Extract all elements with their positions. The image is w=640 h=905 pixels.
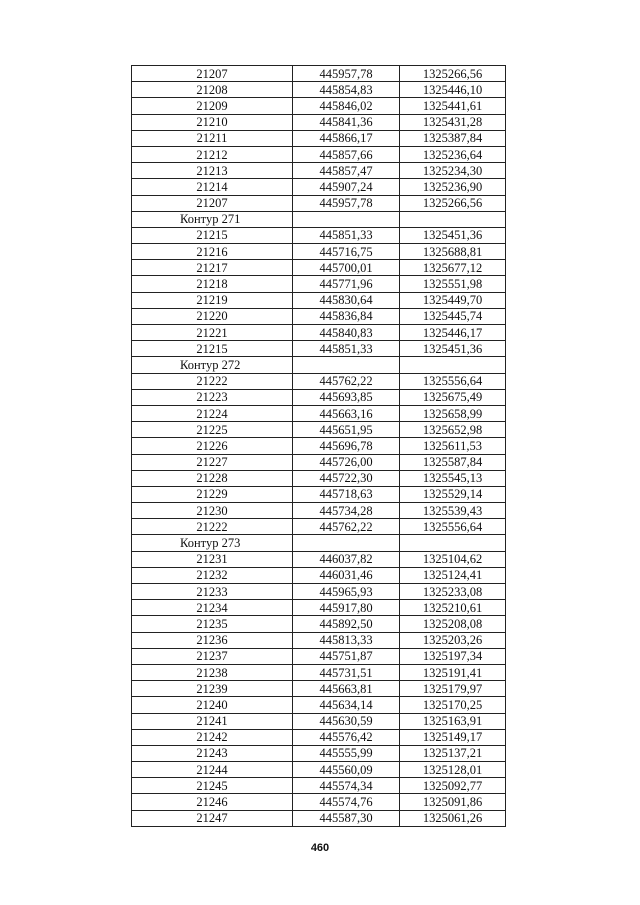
coordinates-table [131, 65, 506, 827]
x-coordinate-cell: 445851,33 [293, 341, 400, 357]
y-coordinate-cell: 1325197,34 [400, 648, 506, 664]
x-coordinate-cell: 445700,01 [293, 260, 400, 276]
point-number-cell: 21222 [132, 373, 293, 389]
x-coordinate-cell: 445630,59 [293, 713, 400, 729]
x-coordinate-cell: 445917,80 [293, 600, 400, 616]
point-number-cell: 21246 [132, 794, 293, 810]
x-coordinate-cell: 445851,33 [293, 227, 400, 243]
y-coordinate-cell: 1325236,90 [400, 179, 506, 195]
y-coordinate-cell: 1325233,08 [400, 584, 506, 600]
x-coordinate-cell [293, 535, 400, 551]
x-coordinate-cell: 445560,09 [293, 762, 400, 778]
table-row [132, 373, 506, 389]
point-number-cell: 21217 [132, 260, 293, 276]
y-coordinate-cell: 1325387,84 [400, 130, 506, 146]
table-row [132, 195, 506, 211]
table-row [132, 276, 506, 292]
table-row [132, 503, 506, 519]
table-row [132, 519, 506, 535]
y-coordinate-cell: 1325149,17 [400, 729, 506, 745]
table-row [132, 778, 506, 794]
x-coordinate-cell: 445576,42 [293, 729, 400, 745]
x-coordinate-cell: 445840,83 [293, 325, 400, 341]
y-coordinate-cell: 1325539,43 [400, 503, 506, 519]
x-coordinate-cell: 445813,33 [293, 632, 400, 648]
table-row [132, 82, 506, 98]
x-coordinate-cell: 445830,64 [293, 292, 400, 308]
point-number-cell: 21219 [132, 292, 293, 308]
y-coordinate-cell: 1325688,81 [400, 244, 506, 260]
x-coordinate-cell: 445587,30 [293, 810, 400, 826]
point-number-cell: 21229 [132, 486, 293, 502]
point-number-cell: 21230 [132, 503, 293, 519]
table-row [132, 810, 506, 826]
table-row [132, 292, 506, 308]
point-number-cell: 21208 [132, 82, 293, 98]
y-coordinate-cell: 1325556,64 [400, 373, 506, 389]
point-number-cell: 21216 [132, 244, 293, 260]
point-number-cell: 21234 [132, 600, 293, 616]
x-coordinate-cell: 445663,16 [293, 405, 400, 421]
table-row [132, 486, 506, 502]
y-coordinate-cell: 1325092,77 [400, 778, 506, 794]
table-row [132, 405, 506, 421]
y-coordinate-cell: 1325451,36 [400, 227, 506, 243]
contour-header-row [132, 357, 506, 373]
table-row [132, 66, 506, 82]
point-number-cell: 21241 [132, 713, 293, 729]
y-coordinate-cell: 1325587,84 [400, 454, 506, 470]
point-number-cell: 21224 [132, 405, 293, 421]
y-coordinate-cell: 1325556,64 [400, 519, 506, 535]
point-number-cell: 21232 [132, 567, 293, 583]
y-coordinate-cell: 1325658,99 [400, 405, 506, 421]
contour-label-cell: Контур 271 [132, 211, 293, 227]
x-coordinate-cell: 445857,66 [293, 146, 400, 162]
table-row [132, 260, 506, 276]
point-number-cell: 21207 [132, 66, 293, 82]
point-number-cell: 21235 [132, 616, 293, 632]
y-coordinate-cell: 1325441,61 [400, 98, 506, 114]
x-coordinate-cell: 445957,78 [293, 195, 400, 211]
y-coordinate-cell: 1325611,53 [400, 438, 506, 454]
x-coordinate-cell: 445574,34 [293, 778, 400, 794]
y-coordinate-cell: 1325191,41 [400, 664, 506, 680]
table-row [132, 632, 506, 648]
table-row [132, 244, 506, 260]
page-number: 460 [310, 842, 330, 854]
y-coordinate-cell: 1325449,70 [400, 292, 506, 308]
y-coordinate-cell: 1325545,13 [400, 470, 506, 486]
y-coordinate-cell: 1325124,41 [400, 567, 506, 583]
y-coordinate-cell: 1325529,14 [400, 486, 506, 502]
table-row [132, 600, 506, 616]
table-row [132, 130, 506, 146]
table-row [132, 616, 506, 632]
x-coordinate-cell: 445762,22 [293, 373, 400, 389]
y-coordinate-cell: 1325551,98 [400, 276, 506, 292]
x-coordinate-cell: 445751,87 [293, 648, 400, 664]
point-number-cell: 21209 [132, 98, 293, 114]
y-coordinate-cell: 1325203,26 [400, 632, 506, 648]
x-coordinate-cell [293, 211, 400, 227]
coordinates-table-body [132, 66, 506, 827]
y-coordinate-cell: 1325091,86 [400, 794, 506, 810]
table-row [132, 146, 506, 162]
x-coordinate-cell: 445555,99 [293, 745, 400, 761]
y-coordinate-cell: 1325652,98 [400, 422, 506, 438]
x-coordinate-cell: 445857,47 [293, 163, 400, 179]
table-row [132, 227, 506, 243]
x-coordinate-cell: 445957,78 [293, 66, 400, 82]
contour-header-row [132, 211, 506, 227]
x-coordinate-cell: 445722,30 [293, 470, 400, 486]
table-row [132, 470, 506, 486]
point-number-cell: 21220 [132, 308, 293, 324]
point-number-cell: 21245 [132, 778, 293, 794]
y-coordinate-cell: 1325446,10 [400, 82, 506, 98]
x-coordinate-cell: 445693,85 [293, 389, 400, 405]
y-coordinate-cell: 1325104,62 [400, 551, 506, 567]
x-coordinate-cell [293, 357, 400, 373]
x-coordinate-cell: 445965,93 [293, 584, 400, 600]
y-coordinate-cell: 1325208,08 [400, 616, 506, 632]
table-row [132, 179, 506, 195]
x-coordinate-cell: 445716,75 [293, 244, 400, 260]
x-coordinate-cell: 445634,14 [293, 697, 400, 713]
table-row [132, 308, 506, 324]
table-row [132, 389, 506, 405]
table-row [132, 648, 506, 664]
y-coordinate-cell: 1325128,01 [400, 762, 506, 778]
x-coordinate-cell: 445841,36 [293, 114, 400, 130]
y-coordinate-cell: 1325431,28 [400, 114, 506, 130]
table-row [132, 341, 506, 357]
point-number-cell: 21222 [132, 519, 293, 535]
point-number-cell: 21237 [132, 648, 293, 664]
table-row [132, 584, 506, 600]
x-coordinate-cell: 445663,81 [293, 681, 400, 697]
x-coordinate-cell: 445854,83 [293, 82, 400, 98]
y-coordinate-cell: 1325210,61 [400, 600, 506, 616]
x-coordinate-cell: 445892,50 [293, 616, 400, 632]
y-coordinate-cell: 1325446,17 [400, 325, 506, 341]
table-row [132, 567, 506, 583]
y-coordinate-cell: 1325445,74 [400, 308, 506, 324]
table-row [132, 762, 506, 778]
table-row [132, 114, 506, 130]
x-coordinate-cell: 445718,63 [293, 486, 400, 502]
table-row [132, 438, 506, 454]
x-coordinate-cell: 445651,95 [293, 422, 400, 438]
x-coordinate-cell: 445726,00 [293, 454, 400, 470]
point-number-cell: 21243 [132, 745, 293, 761]
x-coordinate-cell: 445866,17 [293, 130, 400, 146]
point-number-cell: 21215 [132, 341, 293, 357]
x-coordinate-cell: 445836,84 [293, 308, 400, 324]
x-coordinate-cell: 445731,51 [293, 664, 400, 680]
x-coordinate-cell: 445574,76 [293, 794, 400, 810]
point-number-cell: 21226 [132, 438, 293, 454]
x-coordinate-cell: 446031,46 [293, 567, 400, 583]
y-coordinate-cell: 1325179,97 [400, 681, 506, 697]
x-coordinate-cell: 445846,02 [293, 98, 400, 114]
y-coordinate-cell: 1325236,64 [400, 146, 506, 162]
table-row [132, 422, 506, 438]
x-coordinate-cell: 445696,78 [293, 438, 400, 454]
table-row [132, 745, 506, 761]
point-number-cell: 21210 [132, 114, 293, 130]
x-coordinate-cell: 445771,96 [293, 276, 400, 292]
point-number-cell: 21212 [132, 146, 293, 162]
table-row [132, 713, 506, 729]
point-number-cell: 21231 [132, 551, 293, 567]
x-coordinate-cell: 446037,82 [293, 551, 400, 567]
y-coordinate-cell: 1325677,12 [400, 260, 506, 276]
y-coordinate-cell [400, 357, 506, 373]
table-row [132, 729, 506, 745]
contour-label-cell: Контур 272 [132, 357, 293, 373]
point-number-cell: 21236 [132, 632, 293, 648]
table-row [132, 551, 506, 567]
point-number-cell: 21218 [132, 276, 293, 292]
y-coordinate-cell [400, 535, 506, 551]
point-number-cell: 21213 [132, 163, 293, 179]
y-coordinate-cell: 1325061,26 [400, 810, 506, 826]
y-coordinate-cell: 1325234,30 [400, 163, 506, 179]
x-coordinate-cell: 445734,28 [293, 503, 400, 519]
y-coordinate-cell: 1325451,36 [400, 341, 506, 357]
point-number-cell: 21242 [132, 729, 293, 745]
table-row [132, 697, 506, 713]
point-number-cell: 21239 [132, 681, 293, 697]
contour-header-row [132, 535, 506, 551]
x-coordinate-cell: 445907,24 [293, 179, 400, 195]
y-coordinate-cell: 1325266,56 [400, 195, 506, 211]
point-number-cell: 21240 [132, 697, 293, 713]
point-number-cell: 21215 [132, 227, 293, 243]
point-number-cell: 21214 [132, 179, 293, 195]
table-row [132, 681, 506, 697]
table-row [132, 163, 506, 179]
table-row [132, 454, 506, 470]
y-coordinate-cell: 1325266,56 [400, 66, 506, 82]
point-number-cell: 21211 [132, 130, 293, 146]
table-row [132, 664, 506, 680]
point-number-cell: 21228 [132, 470, 293, 486]
point-number-cell: 21223 [132, 389, 293, 405]
point-number-cell: 21238 [132, 664, 293, 680]
contour-label-cell: Контур 273 [132, 535, 293, 551]
table-row [132, 98, 506, 114]
point-number-cell: 21227 [132, 454, 293, 470]
point-number-cell: 21207 [132, 195, 293, 211]
y-coordinate-cell: 1325137,21 [400, 745, 506, 761]
point-number-cell: 21233 [132, 584, 293, 600]
y-coordinate-cell: 1325163,91 [400, 713, 506, 729]
table-row [132, 794, 506, 810]
x-coordinate-cell: 445762,22 [293, 519, 400, 535]
point-number-cell: 21221 [132, 325, 293, 341]
y-coordinate-cell [400, 211, 506, 227]
table-row [132, 325, 506, 341]
point-number-cell: 21244 [132, 762, 293, 778]
y-coordinate-cell: 1325675,49 [400, 389, 506, 405]
point-number-cell: 21225 [132, 422, 293, 438]
y-coordinate-cell: 1325170,25 [400, 697, 506, 713]
point-number-cell: 21247 [132, 810, 293, 826]
